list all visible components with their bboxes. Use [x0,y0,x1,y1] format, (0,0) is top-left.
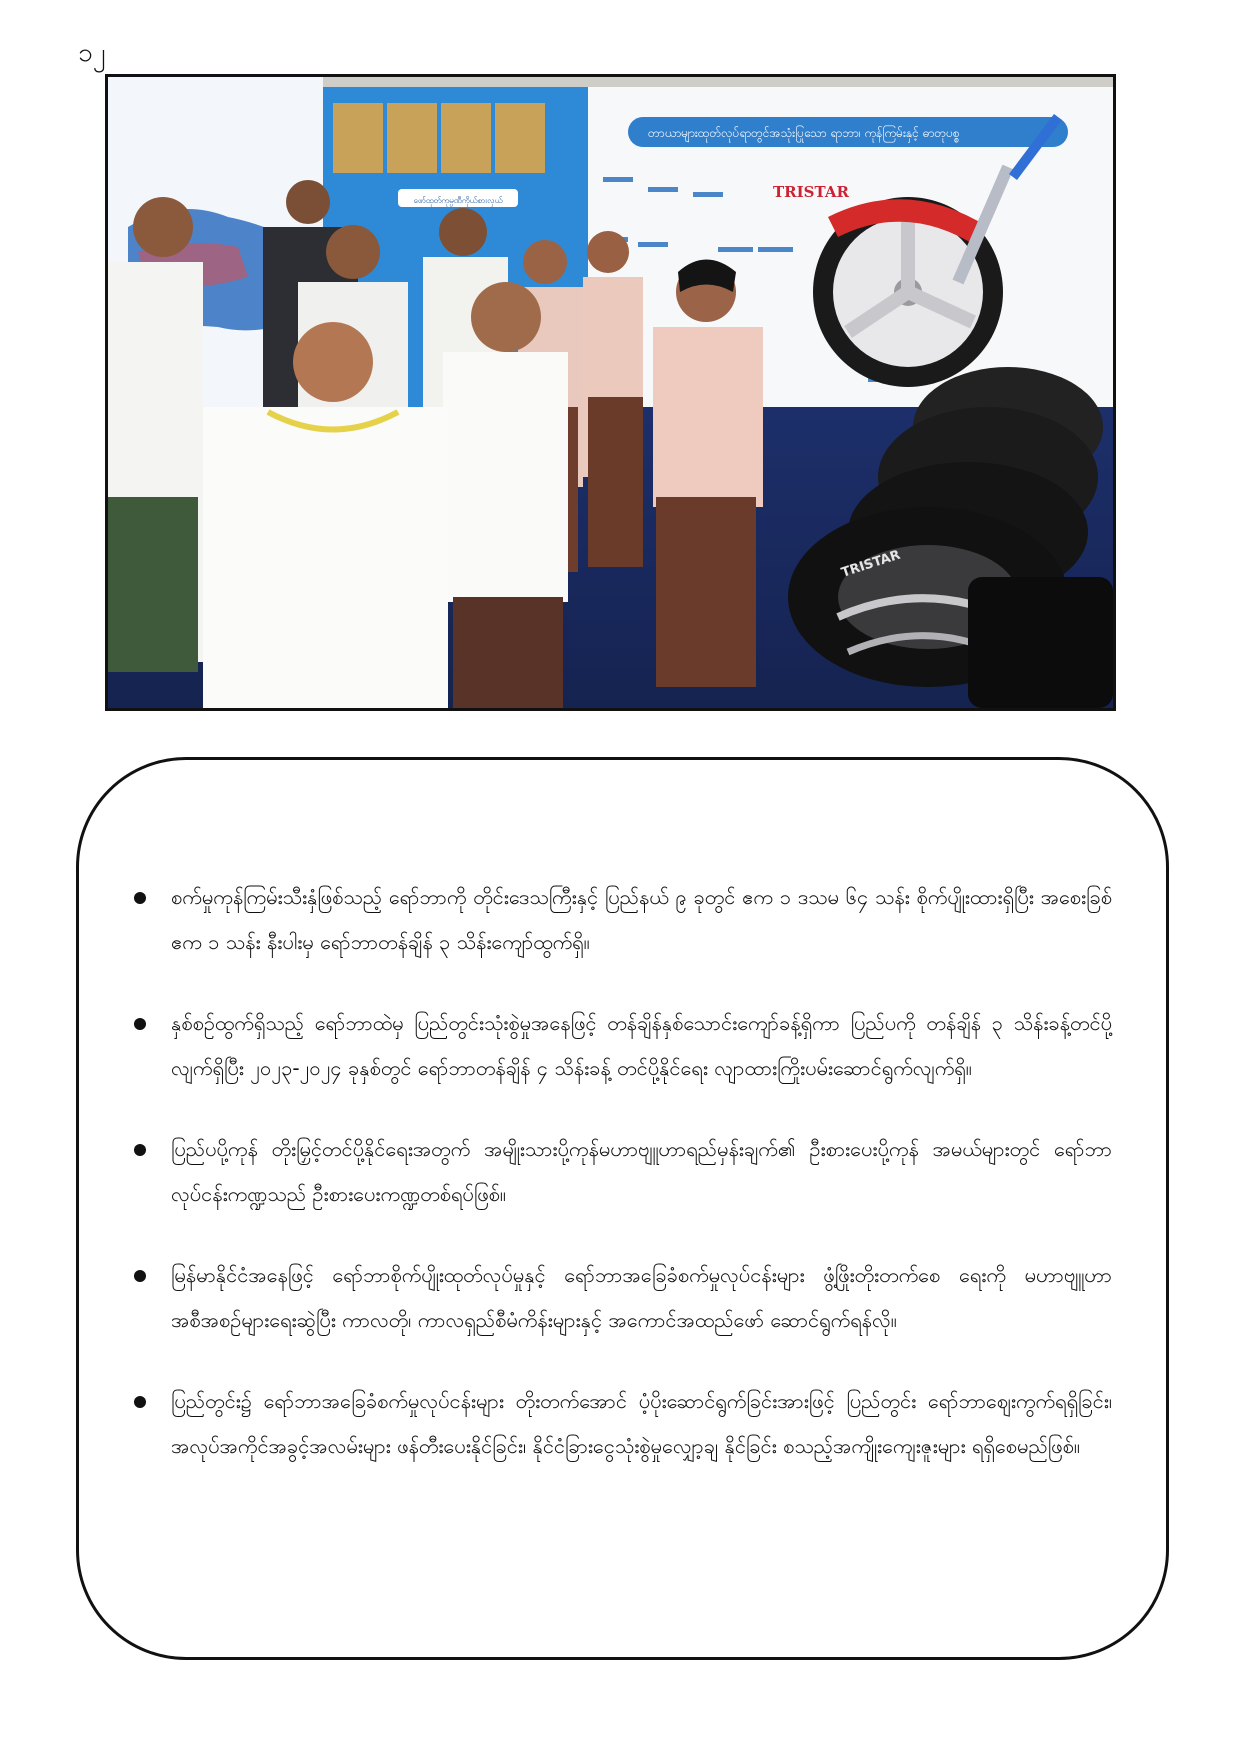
bullet-dot-icon [134,892,146,904]
bullet-item [79,1379,1166,1469]
bullet-dot-icon [134,1018,146,1030]
bullet-dot-icon [134,1144,146,1156]
bullet-list [79,875,1166,1505]
bullet-dot-icon [134,1270,146,1282]
bullet-item [79,1127,1166,1217]
camera [968,577,1113,708]
banner-right-text: တာယာများထုတ်လုပ်ရာတွင်အသုံးပြုသော ရာဘာ၊ ကုန်ကြမ်းနှင့် ဓာတုပစ္စ [648,126,960,140]
bullet-text: ပြည်တွင်း၌ ရော်ဘာအခြေခံစက်မှုလုပ်ငန်းများ တိုးတက်အောင် ပံ့ပိုးဆောင်ရွက်ခြင်းအားဖြင့် ပြည်တွင်း ရော်ဘာဈေးကွက်ရရှိခြင်း၊ အလုပ်အကိုင်အခွင့်အလမ်းများ ဖန်တီးပေးနိုင်ခြင်း၊ နိုင်ငံခြားငွေသုံးစွဲမှုလျှော့ချ နိုင်ခြင်း စသည့်အကျိုးကျေးဇူးများ ရရှိစေမည်ဖြစ်။ [171,1389,1112,1458]
brand-logo: TRISTAR [773,183,849,201]
bullet-text: စက်မှုကုန်ကြမ်းသီးနှံဖြစ်သည့် ရော်ဘာကို တိုင်းဒေသကြီးနှင့် ပြည်နယ် ၉ ခုတွင် ဧက ၁ ဒသမ ၆၄ သန်း စိုက်ပျိုးထားရှိပြီး အစေးခြစ်ဧက ၁ သန်း နီးပါးမှ ရော်ဘာတန်ချိန် ၃ သိန်းကျော်ထွက်ရှိ။ [171,885,1112,954]
info-box [76,757,1169,1660]
exhibition-photo [105,74,1116,711]
bullet-text: မြန်မာနိုင်ငံအနေဖြင့် ရော်ဘာစိုက်ပျိုးထုတ်လုပ်မှုနှင့် ရော်ဘာအခြေခံစက်မှုလုပ်ငန်းများ ဖွံ့ဖြိုးတိုးတက်စေ ရေးကို မဟာဗျူဟာအစီအစဉ်များရေးဆွဲပြီး ကာလတို၊ ကာလရှည်စီမံကိန်းများနှင့် အကောင်အထည်ဖော် ဆောင်ရွက်ရန်လို။ [171,1263,1112,1332]
bullet-text: နှစ်စဉ်ထွက်ရှိသည့် ရော်ဘာထဲမှ ပြည်တွင်းသုံးစွဲမှုအနေဖြင့် တန်ချိန်နှစ်သောင်းကျော်ခန့်ရှိကာ ပြည်ပကို တန်ချိန် ၃ သိန်းခန့်တင်ပို့လျက်ရှိပြီး ၂၀၂၃-၂၀၂၄ ခုနှစ်တွင် ရော်ဘာတန်ချိန် ၄ သိန်းခန့် တင်ပို့နိုင်ရေး လျာထားကြိုးပမ်းဆောင်ရွက်လျက်ရှိ။ [171,1011,1112,1080]
page-number: ၁၂ [78,38,106,68]
bullet-item [79,875,1166,965]
tire-label: TRISTAR [839,547,903,581]
bullet-item [79,1001,1166,1091]
banner-center-text: ဖော်ထုတ်ကုမ္ပဏီကိုယ်စားလှယ် [413,196,503,205]
bullet-dot-icon [134,1396,146,1408]
bullet-text: ပြည်ပပို့ကုန် တိုးမြှင့်တင်ပို့နိုင်ရေးအတွက် အမျိုးသားပို့ကုန်မဟာဗျူဟာရည်မှန်းချက်၏ ဦးစားပေးပို့ကုန် အမယ်များတွင် ရော်ဘာလုပ်ငန်းကဏ္ဍသည် ဦးစားပေးကဏ္ဍတစ်ရပ်ဖြစ်။ [171,1137,1112,1206]
bullet-item [79,1253,1166,1343]
photo-illustration [108,77,1113,708]
